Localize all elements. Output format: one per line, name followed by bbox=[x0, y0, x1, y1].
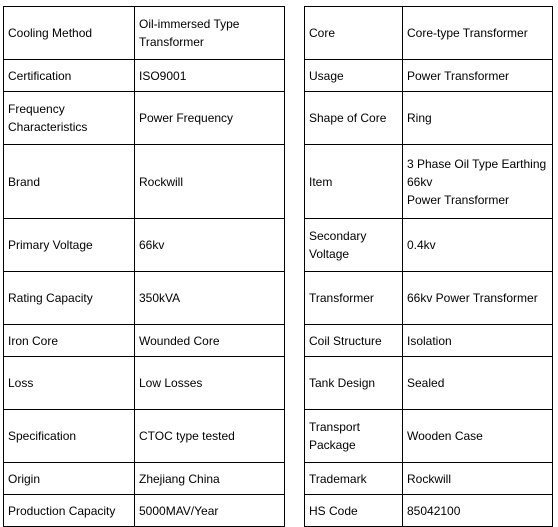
row-label: Brand bbox=[4, 145, 135, 219]
row-value: Oil-immersed Type Transformer bbox=[135, 7, 285, 60]
table-row bbox=[4, 325, 285, 357]
spec-table-right bbox=[304, 6, 553, 527]
table-row bbox=[4, 145, 285, 219]
row-value: 0.4kv bbox=[403, 219, 553, 272]
row-label: Trademark bbox=[305, 463, 403, 495]
row-value: Low Losses bbox=[135, 357, 285, 410]
table-row bbox=[4, 410, 285, 463]
row-label: Transport Package bbox=[305, 410, 403, 463]
table-row bbox=[305, 60, 553, 92]
row-label: Frequency Characteristics bbox=[4, 92, 135, 145]
table-row bbox=[305, 7, 553, 60]
row-value: 66kv Power Transformer bbox=[403, 272, 553, 325]
table-row bbox=[4, 463, 285, 495]
row-label: Core bbox=[305, 7, 403, 60]
row-value: Power Frequency bbox=[135, 92, 285, 145]
row-value: 85042100 bbox=[403, 495, 553, 527]
table-row bbox=[4, 272, 285, 325]
row-value: Sealed bbox=[403, 357, 553, 410]
table-row bbox=[4, 219, 285, 272]
row-label: Item bbox=[305, 145, 403, 219]
row-value: Wooden Case bbox=[403, 410, 553, 463]
row-label: HS Code bbox=[305, 495, 403, 527]
row-label: Production Capacity bbox=[4, 495, 135, 527]
row-label: Origin bbox=[4, 463, 135, 495]
row-label: Rating Capacity bbox=[4, 272, 135, 325]
row-value: 66kv bbox=[135, 219, 285, 272]
table-row bbox=[4, 92, 285, 145]
row-label: Primary Voltage bbox=[4, 219, 135, 272]
row-value: 350kVA bbox=[135, 272, 285, 325]
table-row bbox=[305, 272, 553, 325]
row-label: Specification bbox=[4, 410, 135, 463]
table-row bbox=[305, 495, 553, 527]
row-label: Usage bbox=[305, 60, 403, 92]
row-label: Iron Core bbox=[4, 325, 135, 357]
spec-table-left bbox=[3, 6, 285, 527]
row-label: Loss bbox=[4, 357, 135, 410]
row-label: Secondary Voltage bbox=[305, 219, 403, 272]
row-value: Zhejiang China bbox=[135, 463, 285, 495]
row-value: Power Transformer bbox=[403, 60, 553, 92]
table-row bbox=[305, 463, 553, 495]
row-value: Ring bbox=[403, 92, 553, 145]
row-value: 5000MAV/Year bbox=[135, 495, 285, 527]
row-value: Rockwill bbox=[135, 145, 285, 219]
table-row bbox=[4, 7, 285, 60]
row-label: Shape of Core bbox=[305, 92, 403, 145]
row-value: Core-type Transformer bbox=[403, 7, 553, 60]
row-value: ISO9001 bbox=[135, 60, 285, 92]
row-label: Certification bbox=[4, 60, 135, 92]
row-value: Wounded Core bbox=[135, 325, 285, 357]
row-label: Transformer bbox=[305, 272, 403, 325]
table-row bbox=[305, 219, 553, 272]
table-row bbox=[305, 410, 553, 463]
row-label: Tank Design bbox=[305, 357, 403, 410]
row-value: CTOC type tested bbox=[135, 410, 285, 463]
row-value: Isolation bbox=[403, 325, 553, 357]
table-row bbox=[305, 325, 553, 357]
row-label: Cooling Method bbox=[4, 7, 135, 60]
row-label: Coil Structure bbox=[305, 325, 403, 357]
table-row bbox=[4, 357, 285, 410]
table-row bbox=[4, 60, 285, 92]
table-row bbox=[305, 92, 553, 145]
table-row bbox=[305, 357, 553, 410]
row-value: Rockwill bbox=[403, 463, 553, 495]
table-row bbox=[4, 495, 285, 527]
table-row bbox=[305, 145, 553, 219]
row-value: 3 Phase Oil Type Earthing 66kv Power Transformer bbox=[403, 145, 553, 219]
